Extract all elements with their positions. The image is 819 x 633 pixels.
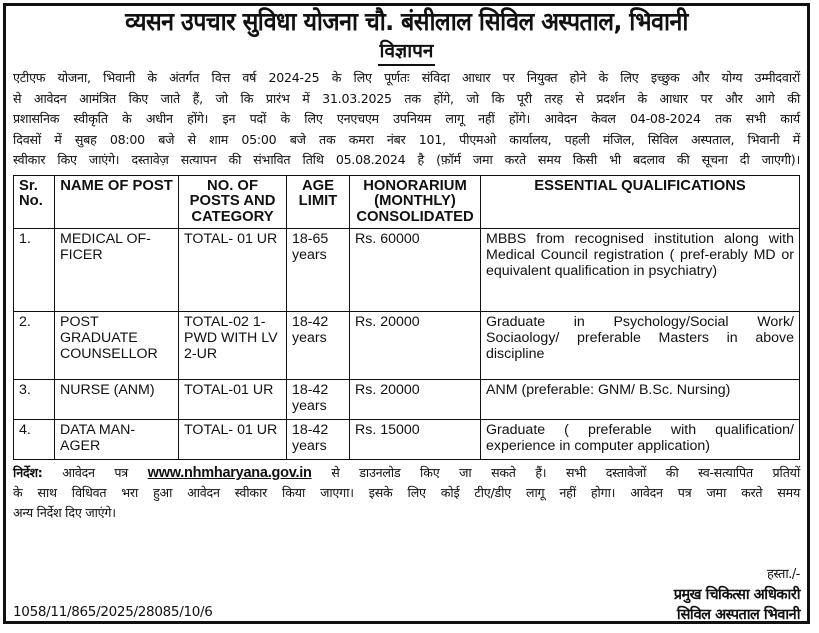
intro-line: एटीएफ योजना, भिवानी के अंतर्गत वित्त वर्ष 2024-25 के लिए पूर्णतः संविदा आधार पर नियुक्त होने के लिए इच्छुक और योग्य उम्मीदवारों: [13, 70, 800, 85]
cell-age-limit: 18-65 years: [287, 229, 350, 312]
directions-text: से डाउनलोड किए जा सकते हैं। सभी दस्तावेजों की स्व-सत्यापित प्रतियों: [331, 465, 800, 480]
cell-posts-category: TOTAL-02 1-PWD WITH LV 2-UR: [179, 312, 287, 380]
cell-age-limit: 18-42 years: [287, 420, 350, 460]
cell-qualification: ANM (preferable: GNM/ B.Sc. Nursing): [481, 380, 800, 420]
directions-line: अन्य निर्देश दिए जाएंगे।: [13, 505, 116, 520]
table-row: [14, 312, 800, 380]
intro-paragraph: [13, 68, 800, 171]
cell-posts-category: TOTAL- 01 UR: [179, 229, 287, 312]
posts-table: [13, 175, 800, 461]
reference-number: 1058/11/865/2025/28085/10/6: [13, 604, 213, 620]
cell-posts-category: TOTAL-01 UR: [179, 380, 287, 420]
cell-honorarium: Rs. 20000: [350, 312, 481, 380]
table-row: [14, 229, 800, 312]
cell-age-limit: 18-42 years: [287, 380, 350, 420]
cell-post-name: POST GRADUATE COUNSELLOR: [55, 312, 179, 380]
page-title: व्यसन उपचार सुविधा योजना चौ. बंसीलाल सिविल अस्पताल, भिवानी: [125, 7, 688, 36]
application-form-link[interactable]: www.nhmharyana.gov.in: [147, 465, 312, 481]
subtitle-wrapper: [13, 38, 800, 66]
signature-block: [674, 565, 800, 625]
cell-post-name: NURSE (ANM): [55, 380, 179, 420]
cell-sr-no: 2.: [14, 312, 55, 380]
signed-mark: हस्ता./-: [767, 567, 800, 582]
intro-line: स्वीकार किए जाएंगे। दस्तावेज़ सत्यापन की संभावित तिथि 05.08.2024 है (फ़ॉर्म जमा करते समय किसी भी बदलाव की सूचना दी जाएगी)।: [13, 152, 800, 167]
header-posts-category: NO. OF POSTS AND CATEGORY: [179, 175, 287, 229]
intro-line: से आवेदन आमंत्रित किए जाते हैं, जो कि प्रारंभ में 31.03.2025 तक होंगे, जो कि पूरी तरह से प्रदर्शन के आधार पर और आगे की: [13, 90, 800, 106]
advertisement-subtitle: विज्ञापन: [378, 38, 436, 66]
header-qualifications: ESSENTIAL QUALIFICATIONS: [481, 175, 800, 229]
cell-post-name: MEDICAL OF-FICER: [55, 229, 179, 312]
cell-honorarium: Rs. 60000: [350, 229, 481, 312]
cell-qualification: Graduate in Psychology/Social Work/ Sociaology/ preferable Masters in above discipline: [481, 312, 800, 380]
signatory-designation: प्रमुख चिकित्सा अधिकारी: [673, 587, 800, 603]
header-honorarium: HONORARIUM (MONTHLY) CONSOLIDATED: [350, 175, 481, 229]
advertisement-page: [3, 3, 810, 624]
cell-sr-no: 1.: [14, 229, 55, 312]
directions-text: आवेदन पत्र: [62, 465, 129, 480]
header-age-limit: AGE LIMIT: [287, 175, 350, 229]
cell-honorarium: Rs. 20000: [350, 380, 481, 420]
cell-age-limit: 18-42 years: [287, 312, 350, 380]
signatory-office: सिविल अस्पताल भिवानी: [676, 607, 800, 623]
table-row: [14, 380, 800, 420]
header-sr-no: Sr. No.: [14, 175, 55, 229]
intro-line: प्रशासनिक स्वीकृति के अधीन होंगे। इन पदों के लिए एनएचएम उपनियम लागू नहीं होंगे। आवेदन केवल 04-08-2024 तक सभी कार्य: [13, 111, 800, 126]
cell-qualification: MBBS from recognised institution along with Medical Council registration ( pref-erably MD or equivalent qualification in psychiatry): [481, 229, 800, 312]
intro-line: दिवसों में सुबह 08:00 बजे से शाम 05:00 बजे तक कमरा नंबर 101, पीएमओ कार्यालय, पहली मंजिल, सिविल अस्पताल, भिवानी में: [13, 131, 800, 147]
table-row: [14, 420, 800, 460]
directions-paragraph: [13, 463, 800, 523]
directions-label: निर्देश:: [13, 465, 43, 480]
header-post-name: NAME OF POST: [55, 175, 179, 229]
cell-qualification: Graduate ( preferable with qualification/ experience in computer application): [481, 420, 800, 460]
cell-posts-category: TOTAL- 01 UR: [179, 420, 287, 460]
cell-sr-no: 4.: [14, 420, 55, 460]
cell-honorarium: Rs. 15000: [350, 420, 481, 460]
table-header-row: [14, 175, 800, 229]
directions-line: के साथ विधिवत भरा हुआ आवेदन स्वीकार किया जाएगा। इसके लिए कोई टीए/डीए लागू नहीं होगा। आवेदन पत्र जमा करते समय: [13, 485, 800, 500]
advertisement-content: [13, 6, 800, 623]
cell-post-name: DATA MAN-AGER: [55, 420, 179, 460]
cell-sr-no: 3.: [14, 380, 55, 420]
directions-line: [13, 463, 800, 483]
